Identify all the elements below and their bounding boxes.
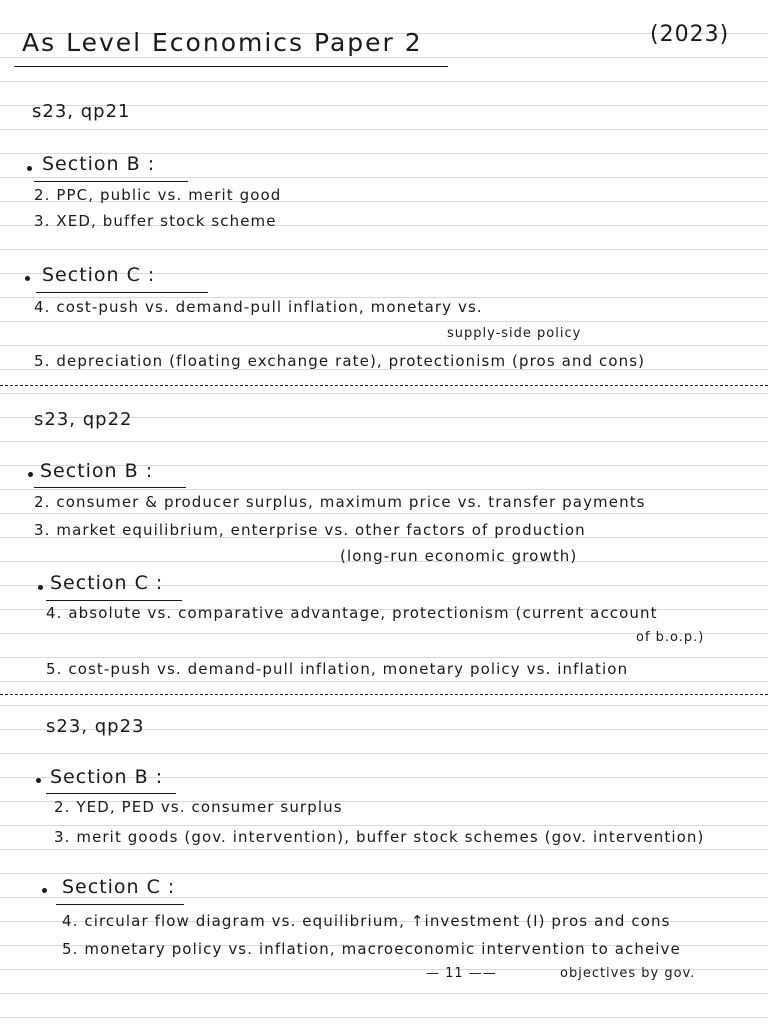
section-underline [46, 600, 182, 601]
question-item: 4. cost-push vs. demand-pull inflation, monetary vs. [34, 298, 483, 316]
question-item: 5. cost-push vs. demand-pull inflation, monetary policy vs. inflation [46, 660, 629, 678]
bullet [42, 888, 47, 893]
bullet [36, 778, 41, 783]
section-heading: Section C : [62, 876, 176, 898]
section-underline [56, 904, 184, 905]
section-heading: Section B : [42, 153, 156, 175]
section-underline [36, 292, 208, 293]
question-continuation: supply-side policy [447, 326, 582, 341]
paper-ref: s23, qp21 [32, 101, 131, 122]
bullet [27, 166, 32, 171]
block-divider [0, 694, 768, 695]
bullet [25, 276, 30, 281]
year-label: (2023) [650, 22, 730, 47]
bullet [28, 472, 33, 477]
block-divider [0, 385, 768, 386]
question-item: 4. circular flow diagram vs. equilibrium, ↑investment (I) pros and cons [62, 912, 671, 930]
section-underline [34, 487, 186, 488]
section-heading: Section B : [50, 766, 164, 788]
section-heading: Section C : [42, 264, 156, 286]
section-underline [46, 793, 176, 794]
question-item: 3. market equilibrium, enterprise vs. other factors of production [34, 521, 586, 539]
page-number: — 11 —— [426, 966, 497, 981]
paper-ref: s23, qp23 [46, 716, 145, 737]
question-item: 4. absolute vs. comparative advantage, protectionism (current account [46, 604, 658, 622]
paper-ref: s23, qp22 [34, 409, 133, 430]
question-item: 5. depreciation (floating exchange rate), protectionism (pros and cons) [34, 352, 646, 370]
question-item: 2. PPC, public vs. merit good [34, 186, 282, 204]
page-title: As Level Economics Paper 2 [22, 28, 423, 57]
question-item: 2. YED, PED vs. consumer surplus [54, 798, 343, 816]
question-item: 3. merit goods (gov. intervention), buffer stock schemes (gov. intervention) [54, 828, 705, 846]
question-item: 2. consumer & producer surplus, maximum price vs. transfer payments [34, 493, 646, 511]
question-item: 5. monetary policy vs. inflation, macroeconomic intervention to acheive [62, 940, 681, 958]
section-heading: Section B : [40, 460, 154, 482]
question-continuation: objectives by gov. [560, 966, 696, 981]
section-underline [34, 181, 188, 182]
question-item: 3. XED, buffer stock scheme [34, 212, 277, 230]
section-heading: Section C : [50, 572, 164, 594]
question-continuation: of b.o.p.) [636, 630, 705, 645]
question-continuation: (long-run economic growth) [340, 547, 578, 565]
bullet [38, 585, 43, 590]
title-underline [14, 66, 448, 67]
